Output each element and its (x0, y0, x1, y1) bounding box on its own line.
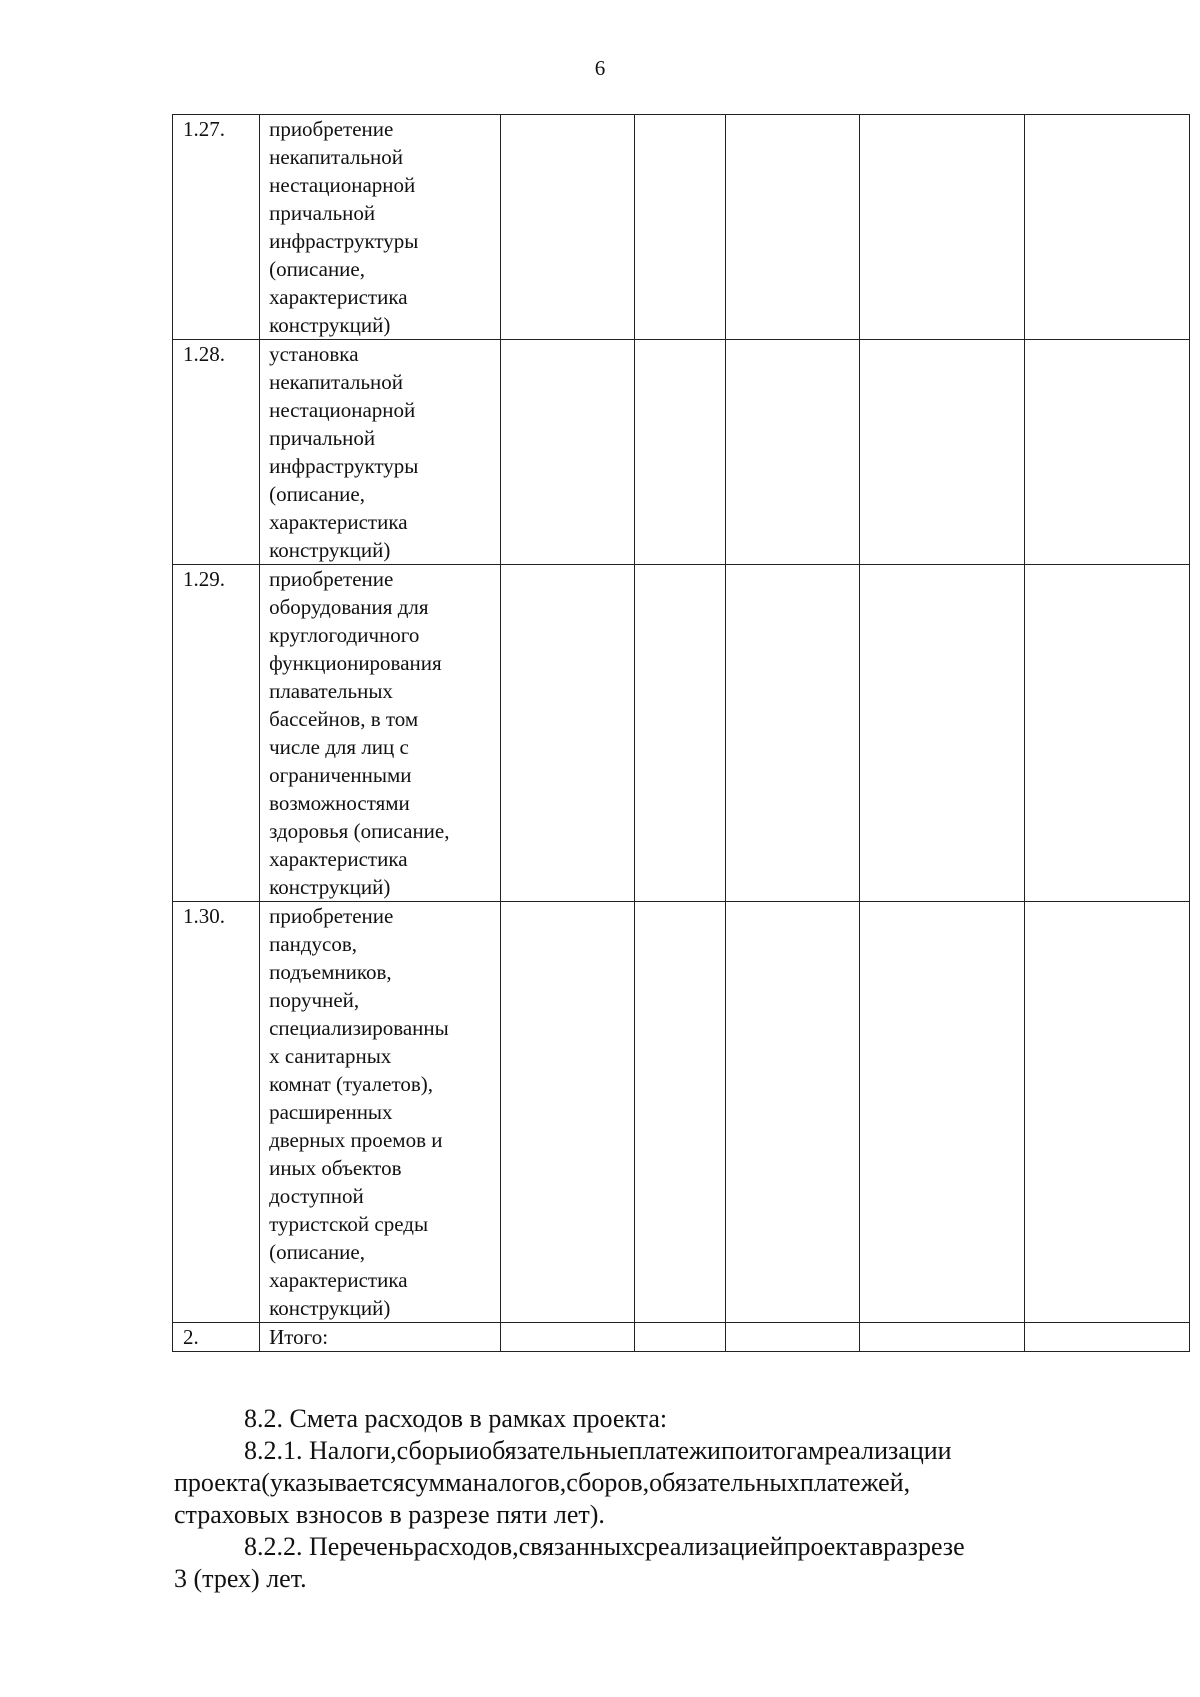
description-line: иных объектов (269, 1156, 402, 1180)
description-line: некапитальной (269, 145, 404, 169)
description-line: здоровья (описание, (269, 819, 450, 843)
empty-value-cell (500, 565, 635, 902)
description-line: характеристика (269, 510, 408, 534)
empty-value-cell (1025, 340, 1190, 565)
row-number-cell: 1.27. (173, 115, 260, 340)
description-line: плавательных (269, 679, 393, 703)
description-line: приобретение (269, 567, 394, 591)
word: платежи (628, 1436, 721, 1465)
description-line: доступной (269, 1184, 364, 1208)
description-line: конструкций) (269, 1296, 391, 1320)
word: проекта (783, 1532, 871, 1561)
empty-value-cell (1025, 565, 1190, 902)
description-line: (описание, (269, 257, 365, 281)
empty-value-cell (500, 902, 635, 1323)
row-number-cell: 1.30. (173, 902, 260, 1323)
empty-value-cell (500, 1323, 635, 1352)
word: реализацией (644, 1532, 784, 1561)
word: и (465, 1436, 480, 1465)
description-line: поручней, (269, 988, 360, 1012)
description-line: специализированны (269, 1016, 449, 1040)
description-line: туристской среды (269, 1212, 429, 1236)
empty-value-cell (725, 1323, 860, 1352)
description-line: расширенных (269, 1100, 393, 1124)
description-line: ограниченными (269, 763, 412, 787)
description-line: функционирования (269, 651, 442, 675)
description-line: дверных проемов и (269, 1128, 443, 1152)
word: связанных (518, 1532, 634, 1561)
empty-value-cell (635, 565, 725, 902)
empty-value-cell (725, 340, 860, 565)
table-row (173, 340, 1190, 565)
word: сборы (396, 1436, 466, 1465)
description-line: (описание, (269, 1240, 365, 1264)
paragraph-line (174, 1531, 1188, 1563)
budget-table (172, 114, 1190, 1352)
description-line: бассейнов, в том (269, 707, 419, 731)
description-line: причальной (269, 426, 376, 450)
description-line: Итого: (269, 1325, 329, 1349)
description-line: подъемников, (269, 960, 392, 984)
empty-value-cell (725, 902, 860, 1323)
row-number-cell: 1.28. (173, 340, 260, 565)
empty-value-cell (500, 115, 635, 340)
word: 8.2.1. Налоги, (244, 1436, 397, 1465)
description-line: (описание, (269, 482, 365, 506)
description-line: характеристика (269, 847, 408, 871)
word: обязательные (479, 1436, 629, 1465)
word: сборов, (566, 1468, 650, 1497)
description-line: возможностями (269, 791, 410, 815)
empty-value-cell (860, 340, 1025, 565)
empty-value-cell (860, 1323, 1025, 1352)
row-description-cell (260, 115, 501, 340)
description-line: характеристика (269, 1268, 408, 1292)
paragraph-line (174, 1435, 1188, 1467)
table-body (173, 115, 1190, 1352)
description-line: причальной (269, 201, 376, 225)
paragraph-line: 3 (трех) лет. (174, 1564, 307, 1593)
paragraph-8-2-2 (174, 1531, 1188, 1595)
paragraph-text: 8.2. Смета расходов в рамках проекта: (244, 1404, 668, 1433)
paragraph-line: страховых взносов в разрезе пяти лет). (174, 1500, 605, 1529)
empty-value-cell (1025, 1323, 1190, 1352)
description-line: пандусов, (269, 932, 358, 956)
description-line: характеристика (269, 285, 408, 309)
description-line: оборудования для (269, 595, 429, 619)
row-description-cell (260, 902, 501, 1323)
word: платежей, (799, 1468, 911, 1497)
word: обязательных (649, 1468, 800, 1497)
empty-value-cell (1025, 115, 1190, 340)
empty-value-cell (1025, 902, 1190, 1323)
description-line: некапитальной (269, 370, 404, 394)
description-line: конструкций) (269, 313, 391, 337)
description-line: конструкций) (269, 538, 391, 562)
table-row (173, 565, 1190, 902)
empty-value-cell (635, 340, 725, 565)
word: 8.2.2. Перечень (244, 1532, 414, 1561)
word: с (633, 1532, 645, 1561)
description-line: нестационарной (269, 398, 416, 422)
empty-value-cell (635, 115, 725, 340)
empty-value-cell (725, 565, 860, 902)
table-row (173, 1323, 1190, 1352)
row-description-cell (260, 565, 501, 902)
description-line: приобретение (269, 117, 394, 141)
word: налогов, (472, 1468, 567, 1497)
word: проекта (174, 1468, 262, 1497)
empty-value-cell (725, 115, 860, 340)
word: итогам (747, 1436, 825, 1465)
description-line: инфраструктуры (269, 229, 419, 253)
row-number-cell: 1.29. (173, 565, 260, 902)
row-description-cell (260, 1323, 501, 1352)
word: в (870, 1532, 884, 1561)
table-row (173, 115, 1190, 340)
description-line: инфраструктуры (269, 454, 419, 478)
table-row (173, 902, 1190, 1323)
description-line: приобретение (269, 904, 394, 928)
empty-value-cell (860, 115, 1025, 340)
word: расходов, (413, 1532, 519, 1561)
description-line: нестационарной (269, 173, 416, 197)
word: по (720, 1436, 748, 1465)
paragraph-8-2 (174, 1403, 1188, 1435)
description-line: конструкций) (269, 875, 391, 899)
description-line: круглогодичного (269, 623, 420, 647)
empty-value-cell (500, 340, 635, 565)
description-line: установка (269, 342, 359, 366)
description-line: х санитарных (269, 1044, 392, 1068)
empty-value-cell (635, 1323, 725, 1352)
row-number-cell: 2. (173, 1323, 260, 1352)
description-line: комнат (туалетов), (269, 1072, 434, 1096)
word: (указывается (261, 1468, 405, 1497)
paragraph-8-2-1 (174, 1435, 1188, 1531)
empty-value-cell (635, 902, 725, 1323)
row-description-cell (260, 340, 501, 565)
empty-value-cell (860, 565, 1025, 902)
page-number: 6 (594, 56, 606, 80)
word: сумма (404, 1468, 473, 1497)
empty-value-cell (860, 902, 1025, 1323)
word: разрезе (883, 1532, 965, 1561)
paragraph-line (174, 1467, 1188, 1499)
word: реализации (824, 1436, 952, 1465)
description-line: числе для лиц с (269, 735, 409, 759)
